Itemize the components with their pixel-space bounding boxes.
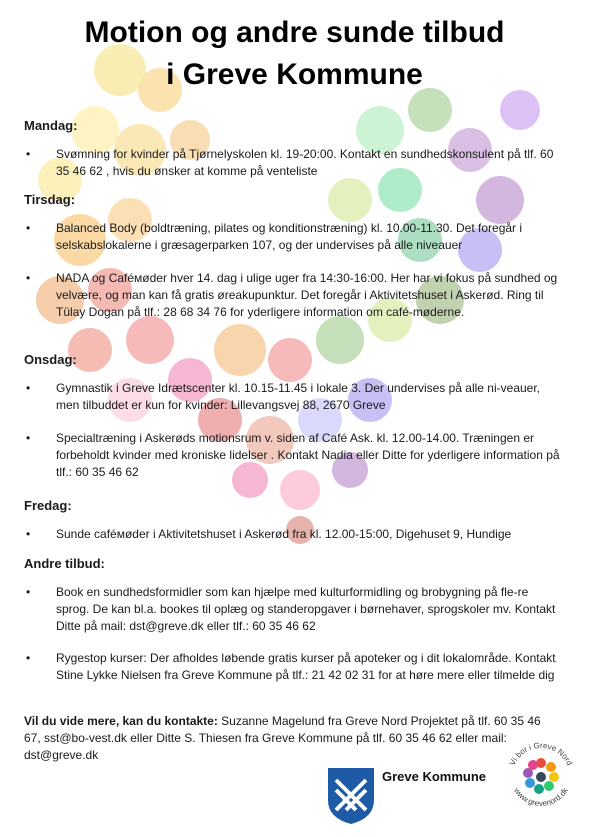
page-title-line-1: Motion og andre sunde tilbud [84,16,505,49]
bullet-icon: • [26,221,31,235]
heading-mandag: Mandag: [24,118,78,133]
bullet-icon: • [26,651,31,665]
bullet-icon: • [26,431,31,445]
greve-nord-seal-icon [500,733,582,815]
bullet-icon: • [26,381,31,395]
seal-top-text: Vi bor i Greve Nord [507,740,575,767]
logo-text: Greve Kommune [382,769,487,784]
heading-onsdag: Onsdag: [24,352,77,367]
item-text: Sunde caféмøder i Aktivitetshuset i Askerød fra kl. 12.00-15:00, Digehuset 9, Hundige [56,527,512,541]
bullet-icon: • [26,147,31,161]
item-text: Specialtræning i Askerøds motionsrum v. siden af Café Ask. kl. 12.00-14.00. Træningen er forbeholdt kvinder med kroniske lidelser . Kontakt Nadia eller Ditte for yderligere information på tlf.: 60 35 46 62 [56,431,560,479]
bullet-icon: • [26,271,31,285]
heading-andre-tilbud: Andre tilbud: [24,556,105,571]
bullet-icon: • [26,585,31,599]
greve-kommune-logo [326,766,506,826]
page-title-line-2: i Greve Kommune [166,58,423,91]
item-text: Svømning for kvinder på Tjørnelyskolen kl. 19-20:00. Kontakt en sundhedskonsulent på tlf. 60 35 46 62 , hvis du ønsker at komme på venteliste [56,147,554,178]
heading-tirsdag: Tirsdag: [24,192,76,207]
heading-fredag: Fredag: [24,498,72,513]
bullet-icon: • [26,527,31,541]
contact-lead: Vil du vide mere, kan du kontakte: [24,714,218,728]
contact-paragraph [24,713,544,764]
item-text: Rygestop kurser: Der afholdes løbende gratis kurser på apoteker og i dit lokalområde. Kontakt Stine Lykke Nielsen fra Greve Kommune på tlf.: 21 42 02 31 for at høre mere eller tilmelde dig [56,651,556,682]
item-text: NADA og Caféмøder hver 14. dag i ulige uger fra 14:30-16:00. Her har vi fokus på sundhed og velvære, og man kan få gratis øreakupunktur. Det foregår i Aktivitetshuset i Askerød. Ring til Tülay Dogan på tlf.: 28 68 34 76 for yderligere information om café-møderne. [56,271,558,319]
contact-text: Suzanne Magelund fra Greve Nord Projektet på tlf. 60 35 46 67, sst@bo-vest.dk eller Ditte S. Thiesen fra Greve Kommune på tlf. 60 35 46 62 eller mail: dst@greve.dk [24,714,541,762]
item-text: Balanced Body (boldtræning, pilates og konditionstræning) kl. 10.00-11.30. Det foregår i selskabslokalerne i græsagerparken 107, og der undervises på alle niveauer [56,221,523,252]
greve-coat-of-arms-icon [326,766,376,826]
item-text: Book en sundhedsformidler som kan hjælpe med kulturformidling og brobygning på fle-re sprog. De kan bl.a. bookes til oplæg og standeropgaver i børnehaver, sprogskoler mv. Kontakt Ditte på mail: dst@greve.dk eller tlf.: 60 35 46 62 [56,585,556,633]
seal-bottom-text: www.grevenord.dk [512,786,570,809]
item-text: Gymnastik i Greve Idrætscenter kl. 10.15-11.45 i lokale 3. Der undervises på alle ni-veauer, men tilbuddet er kun for kvinder: Lillevangsvej 88, 2670 Greve [56,381,541,412]
